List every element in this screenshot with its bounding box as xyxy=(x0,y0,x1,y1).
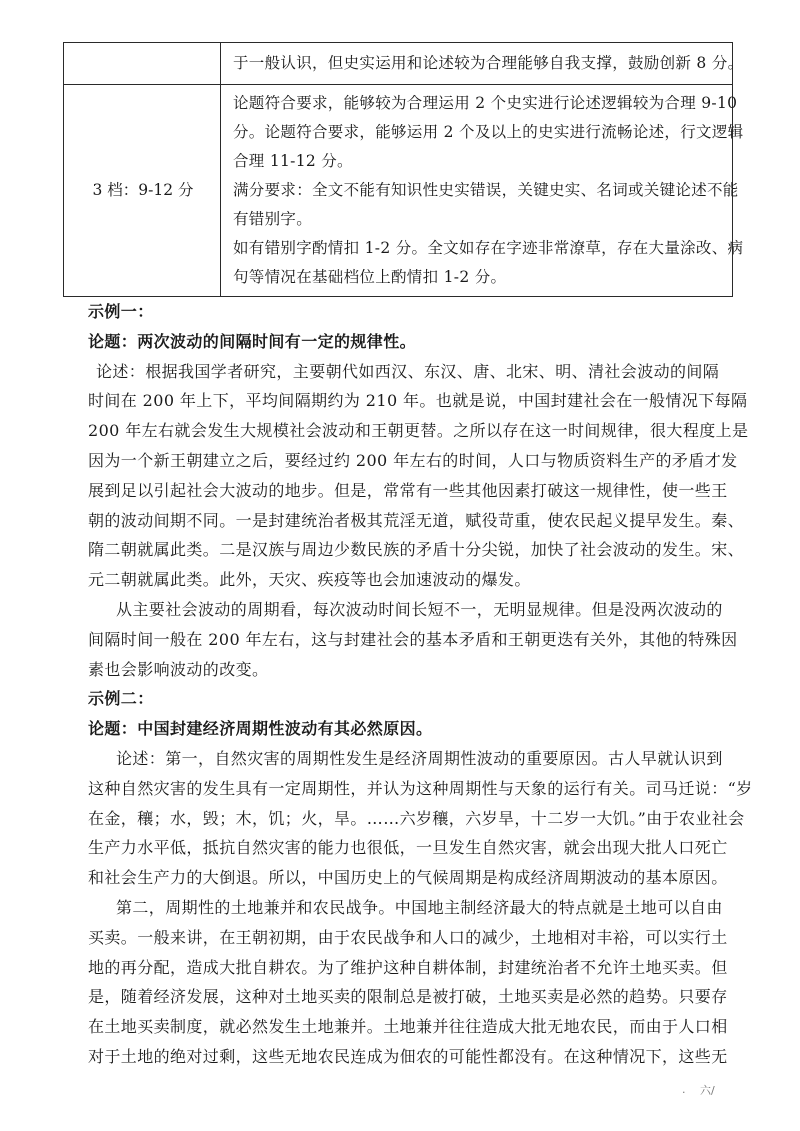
example1-body-line: 隋二朝就属此类。二是汉族与周边少数民族的矛盾十分尖锐，加快了社会波动的发生。宋、 xyxy=(88,540,745,560)
example1-body-line: 间隔时间一般在 200 年左右，这与封建社会的基本矛盾和王朝更迭有关外，其他的特殊因 xyxy=(88,629,738,649)
example1-body-line: 时间在 200 年上下，平均间隔期约为 210 年。也就是说，中国封建社会在一般情况下每隔 xyxy=(88,391,748,411)
example1-body-line: 元二朝就属此类。此外，天灾、疾疫等也会加速波动的爆发。 xyxy=(88,570,531,590)
rubric-text-line: 满分要求：全文不能有知识性史实错误，关键史实、名词或关键论述不能 xyxy=(233,181,739,199)
example1-body-line: 素也会影响波动的改变。 xyxy=(88,659,269,679)
example2-body-line: 和社会生产力的大倒退。所以，中国历史上的气候周期是构成经济周期波动的基本原因。 xyxy=(88,868,728,888)
example1-heading: 示例一： xyxy=(88,302,154,321)
rubric-text-line: 有错别字。 xyxy=(233,210,313,228)
rubric-text-line: 分。论题符合要求，能够运用 2 个及以上的史实进行流畅论述，行文逻辑 xyxy=(233,123,744,141)
example2-body-line: 在金，穰；水，毁；木，饥；火，旱。……六岁穰，六岁旱，十二岁一大饥。”由于农业社会 xyxy=(88,808,745,828)
corner-mark: · xyxy=(682,1086,686,1099)
example1-body-line: 展到足以引起社会大波动的地步。但是，常常有一些其他因素打破这一规律性，使一些王 xyxy=(88,480,728,500)
example1-body-line: 朝的波动间期不同。一是封建统治者极其荒淫无道，赋役苛重，使农民起义提早发生。秦、 xyxy=(88,510,745,530)
example2-body-line: 这种自然灾害的发生具有一定周期性，并认为这种周期性与天象的运行有关。司马迁说：“岁 xyxy=(88,778,753,798)
example2-body-line: 第二，周期性的土地兼并和农民战争。中国地主制经济最大的特点就是土地可以自由 xyxy=(116,897,723,917)
example2-body-line: 论述：第一，自然灾害的周期性发生是经济周期性波动的重要原因。古人早就认识到 xyxy=(116,748,723,768)
rubric-content-cell xyxy=(221,43,744,85)
example2-body-line: 是，随着经济发展，这种对土地买卖的限制总是被打破，土地买卖是必然的趋势。只要存 xyxy=(88,987,728,1007)
rubric-level-cell xyxy=(64,43,221,85)
example1-body-line: 200 年左右就会发生大规模社会波动和王朝更替。之所以存在这一时间规律，很大程度上是 xyxy=(88,421,749,441)
corner-scribble xyxy=(682,1082,722,1108)
example1-thesis: 论题：两次波动的间隔时间有一定的规律性。 xyxy=(88,331,417,351)
corner-text: 六/ xyxy=(700,1084,715,1097)
rubric-text-line: 如有错别字酌情扣 1-2 分。全文如存在字迹非常潦草，存在大量涂改、病 xyxy=(233,239,744,257)
example2-body-line: 地的再分配，造成大批自耕农。为了维护这种自耕体制，封建统治者不允许土地买卖。但 xyxy=(88,957,728,977)
rubric-level-cell: 3 档：9-12 分 xyxy=(64,85,221,297)
example1-body-line: 因为一个新王朝建立之后，要经过约 200 年左右的时间，人口与物质资料生产的矛盾才发 xyxy=(88,450,738,470)
example2-body-line: 在土地买卖制度，就必然发生土地兼并。土地兼并往往造成大批无地农民，而由于人口相 xyxy=(88,1017,728,1037)
rubric-text-line: 句等情况在基础档位上酌情扣 1-2 分。 xyxy=(233,268,507,286)
example2-body-line: 对于土地的绝对过剩，这些无地农民连成为佃农的可能性都没有。在这种情况下，这些无 xyxy=(88,1046,728,1066)
rubric-row-level3 xyxy=(64,85,733,297)
example2-body-line: 买卖。一般来讲，在王朝初期，由于农民战争和人口的减少，土地相对丰裕，可以实行土 xyxy=(88,927,728,947)
rubric-text-line: 论题符合要求，能够较为合理运用 2 个史实进行论述逻辑较为合理 9-10 xyxy=(233,94,738,112)
answer-examples xyxy=(88,297,753,1072)
example1-body-line: 论述：根据我国学者研究，主要朝代如西汉、东汉、唐、北宋、明、清社会波动的间隔 xyxy=(96,361,720,381)
rubric-text-line: 合理 11-12 分。 xyxy=(233,152,353,170)
example2-heading: 示例二： xyxy=(88,689,154,709)
rubric-text-line: 于一般认识，但史实运用和论述较为合理能够自我支撑，鼓励创新 8 分。 xyxy=(233,54,744,72)
example2-body-line: 生产力水平低，抵抗自然灾害的能力也很低，一旦发生自然灾害，就会出现大批人口死亡 xyxy=(88,838,728,858)
rubric-content-cell xyxy=(221,85,744,297)
rubric-row-top xyxy=(64,43,733,85)
example1-body-line: 从主要社会波动的周期看，每次波动时间长短不一，无明显规律。但是没两次波动的 xyxy=(116,599,723,619)
scoring-rubric-table xyxy=(63,42,744,297)
example2-thesis: 论题：中国封建经济周期性波动有其必然原因。 xyxy=(88,719,433,739)
